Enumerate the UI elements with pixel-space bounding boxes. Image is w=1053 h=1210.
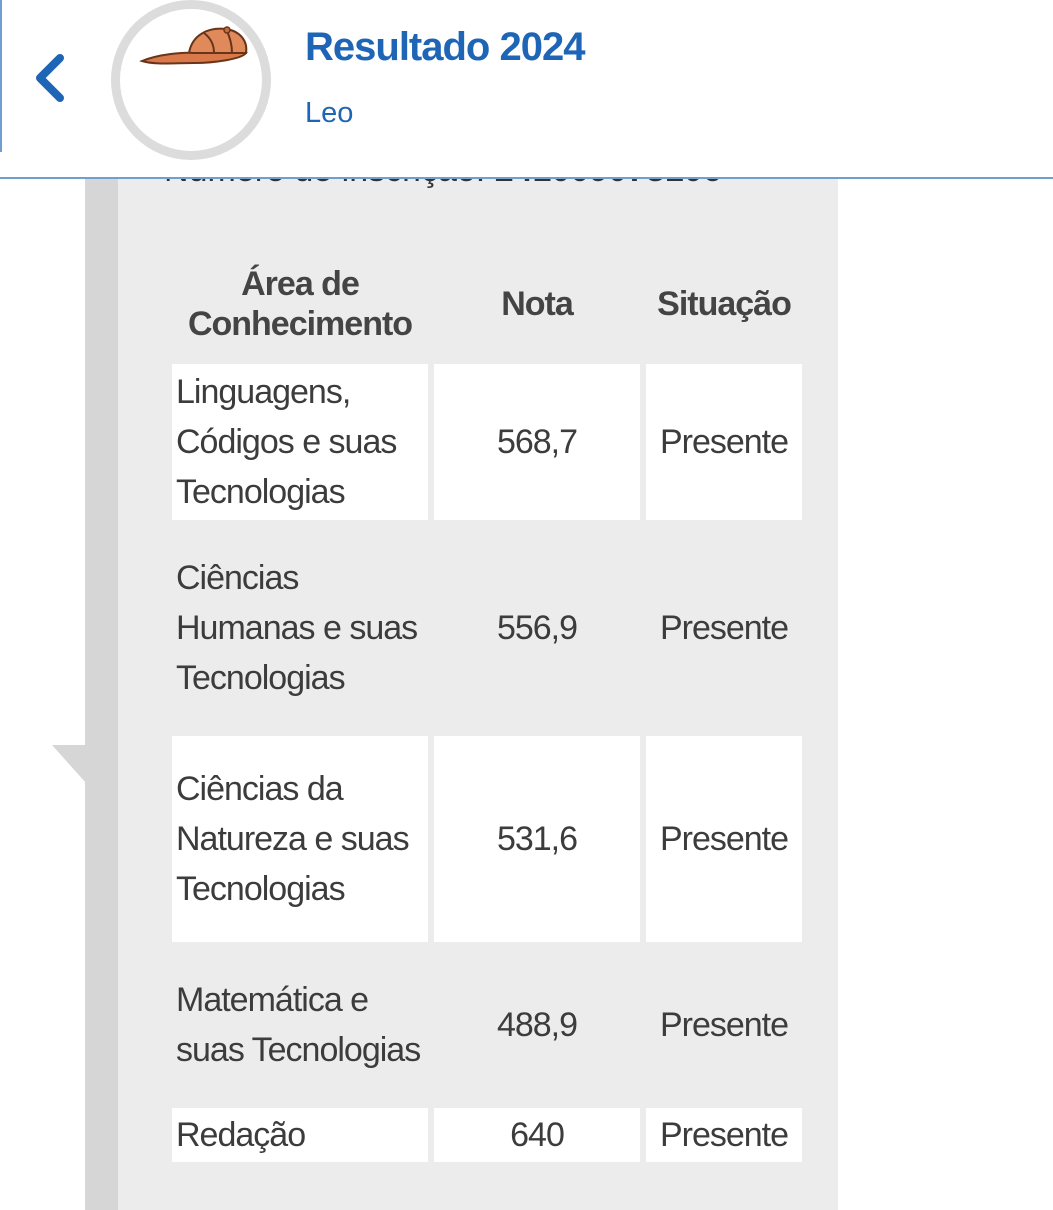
row-situacao: Presente	[646, 1108, 802, 1162]
back-button[interactable]	[28, 46, 78, 110]
results-table	[166, 244, 808, 1167]
row-area: Matemática e suas Tecnologias	[176, 981, 421, 1069]
row-nota: 568,7	[434, 364, 640, 520]
card-shadow	[85, 170, 119, 1210]
header-edge-line	[0, 0, 2, 152]
row-area: Redação	[172, 1108, 428, 1162]
table-row	[172, 736, 802, 942]
chevron-left-icon	[28, 46, 78, 110]
row-situacao: Presente	[646, 364, 802, 520]
row-area: Linguagens, Códigos e suas Tecnologias	[172, 364, 428, 520]
row-area: Ciências Humanas e suas Tecnologias	[176, 559, 418, 697]
avatar[interactable]	[111, 0, 271, 160]
header-nota: Nota	[501, 285, 573, 323]
table-row	[172, 1108, 802, 1162]
table-row	[172, 364, 802, 520]
row-situacao: Presente	[659, 609, 789, 647]
table-header-row	[172, 249, 802, 359]
row-area: Ciências da Natureza e suas Tecnologias	[172, 736, 428, 942]
table-row	[172, 525, 802, 731]
header-situacao: Situação	[657, 285, 791, 323]
row-nota: 556,9	[496, 609, 578, 647]
row-nota: 640	[434, 1108, 640, 1162]
header-area: Área de Conhecimento	[187, 265, 413, 343]
cap-icon	[134, 21, 254, 71]
user-name: Leo	[305, 97, 354, 129]
row-nota: 531,6	[434, 736, 640, 942]
app-header	[0, 0, 1053, 179]
row-situacao: Presente	[659, 1006, 789, 1044]
page-title: Resultado 2024	[305, 25, 585, 69]
row-situacao: Presente	[646, 736, 802, 942]
table-row	[172, 947, 802, 1103]
row-nota: 488,9	[496, 1006, 578, 1044]
